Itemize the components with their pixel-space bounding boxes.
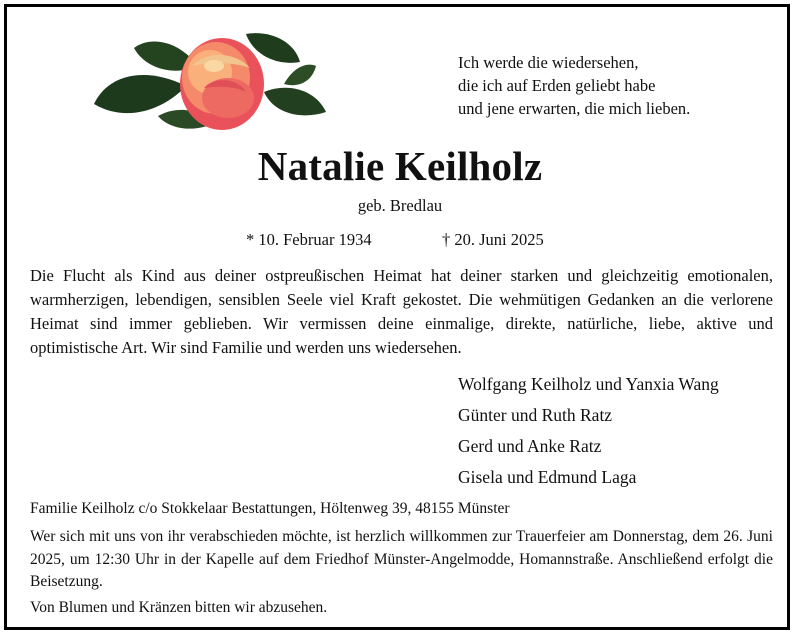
quote-line: Ich werde die wiedersehen, — [458, 53, 639, 72]
birth-name: geb. Bredlau — [357, 196, 443, 215]
rose-icon — [88, 26, 328, 136]
mourner-entry: Gerd und Anke Ratz — [458, 436, 602, 456]
deceased-name: Natalie Keilholz — [257, 143, 543, 189]
quote-line: die ich auf Erden geliebt habe — [458, 76, 656, 95]
ceremony-notice: Wer sich mit uns von ihr verabschieden möchte, ist herzlich willkommen zur Trauerfeier am Donnerstag, dem 26. Juni 2025, um 12:30 Uhr in der Kapelle auf dem Friedhof Münster-Angelmodde, Homannstraße. Anschließend erfolgt die Beisetzung. — [30, 528, 773, 590]
mourner-entry: Gisela und Edmund Laga — [458, 467, 637, 487]
mourner-entry: Wolfgang Keilholz und Yanxia Wang — [458, 374, 719, 394]
memorial-quote — [458, 51, 690, 120]
closing-note: Von Blumen und Kränzen bitten wir abzusehen. — [30, 599, 328, 616]
birth-date: * 10. Februar 1934 — [246, 230, 372, 249]
mourners-list — [458, 369, 719, 493]
quote-line: und jene erwarten, die mich lieben. — [458, 99, 691, 118]
contact-address: Familie Keilholz c/o Stokkelaar Bestattungen, Höltenweg 39, 48155 Münster — [30, 500, 510, 517]
mourner-entry: Günter und Ruth Ratz — [458, 405, 613, 425]
obituary-text: Die Flucht als Kind aus deiner ostpreußischen Heimat hat deiner starken und gleichzeitig emotionalen, warmherzigen, lebendigen, sensiblen Seele viel Kraft gekostet. Die wehmütigen Gedanken an die verlorene Heimat sind immer geblieben. Wir vermissen deine einmalige, direkte, natürliche, liebe, aktive und optimistische Art. Wir sind Familie und werden uns wiedersehen. — [30, 266, 773, 357]
death-date: † 20. Juni 2025 — [442, 230, 544, 249]
